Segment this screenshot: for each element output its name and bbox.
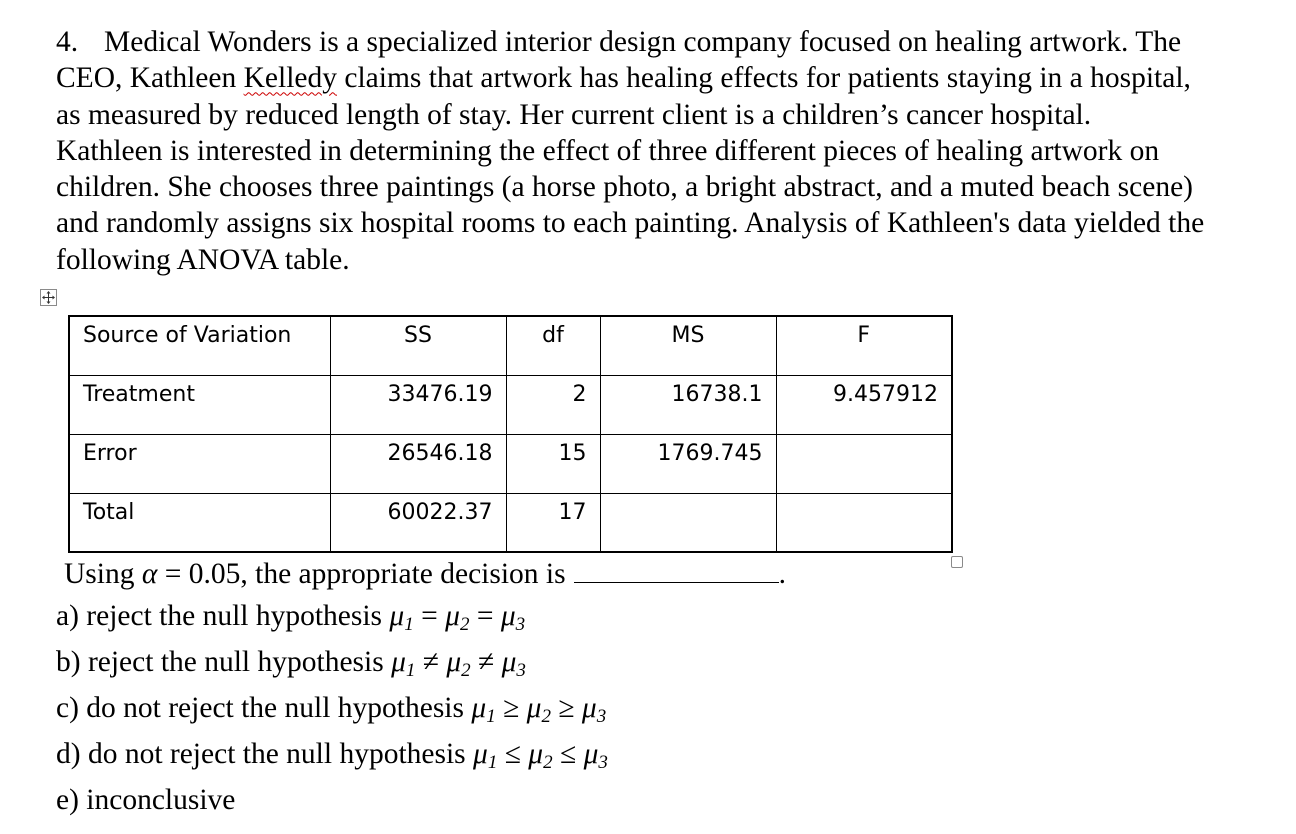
cell-ss: 33476.19: [330, 375, 506, 434]
cell-source: Total: [69, 493, 330, 552]
question-line-7: following ANOVA table.: [56, 243, 350, 276]
header-df: df: [506, 316, 600, 375]
question-line-6: and randomly assigns six hospital rooms to each painting. Analysis of Kathleen's data yielded the: [56, 207, 1205, 240]
table-resize-handle[interactable]: [951, 556, 963, 568]
cell-f: [776, 493, 952, 552]
cell-df: 17: [506, 493, 600, 552]
decision-prompt: Using α = 0.05, the appropriate decision is .: [64, 558, 786, 590]
question-line-4: Kathleen is interested in determining the effect of three different pieces of healing artwork on: [56, 134, 1160, 167]
header-ms: MS: [600, 316, 776, 375]
option-a: a) reject the null hypothesis $\mu_1 = \mu_2 = \mu_3$: [56, 600, 526, 635]
table-row: [69, 434, 952, 493]
cell-source: Treatment: [69, 375, 330, 434]
table-header-row: [69, 316, 952, 375]
answer-options: [56, 600, 608, 830]
cell-f: 9.457912: [776, 375, 952, 434]
header-f: F: [776, 316, 952, 375]
cell-ss: 26546.18: [330, 434, 506, 493]
cell-ss: 60022.37: [330, 493, 506, 552]
table-move-handle[interactable]: [40, 289, 57, 306]
cell-f: [776, 434, 952, 493]
cell-ms: [600, 493, 776, 552]
question-line-5: children. She chooses three paintings (a horse photo, a bright abstract, and a muted beach scene): [56, 171, 1194, 204]
header-source: Source of Variation: [69, 316, 330, 375]
table-row: [69, 493, 952, 552]
cell-df: 2: [506, 375, 600, 434]
question-line-3: as measured by reduced length of stay. Her current client is a children’s cancer hospital.: [56, 98, 1092, 131]
option-d: d) do not reject the null hypothesis $\mu_1 \le \mu_2 \le \mu_3$: [56, 738, 608, 773]
table-row: [69, 375, 952, 434]
question-line-1: 4. Medical Wonders is a specialized interior design company focused on healing artwork. The: [56, 24, 1286, 60]
question-number: 4.: [56, 26, 79, 58]
move-arrows-icon: [41, 290, 56, 305]
alpha-symbol: α: [141, 558, 158, 590]
header-ss: SS: [330, 316, 506, 375]
cell-ms: 1769.745: [600, 434, 776, 493]
cell-df: 15: [506, 434, 600, 493]
answer-blank: [574, 560, 779, 583]
anova-table: [68, 315, 953, 553]
option-e: e) inconclusive: [56, 784, 236, 816]
option-b: b) reject the null hypothesis $\mu_1 \ne \mu_2 \ne \mu_3$: [56, 646, 526, 681]
cell-source: Error: [69, 434, 330, 493]
cell-ms: 16738.1: [600, 375, 776, 434]
spellcheck-word[interactable]: Kelledy: [243, 62, 337, 95]
question-line-2: CEO, Kathleen Kelledy claims that artwork has healing effects for patients staying in a hospital,: [56, 62, 1191, 95]
question-text: [56, 24, 1286, 278]
option-c: c) do not reject the null hypothesis $\mu_1 \ge \mu_2 \ge \mu_3$: [56, 692, 607, 727]
